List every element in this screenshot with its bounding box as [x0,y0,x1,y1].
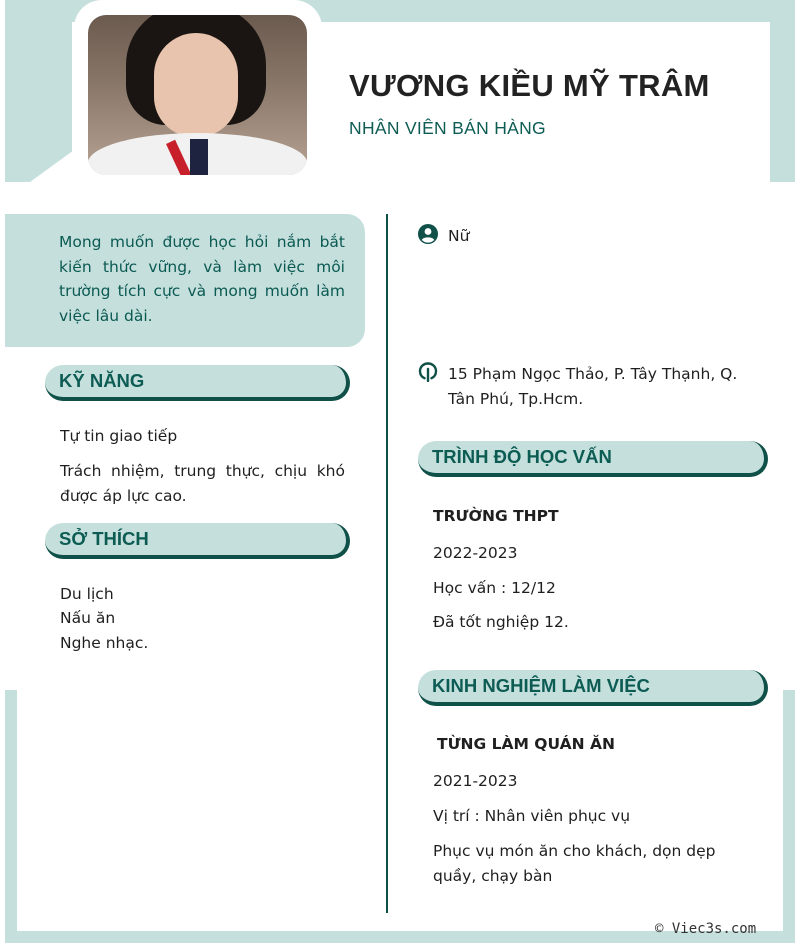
career-objective-box [5,214,365,347]
education-heading-label: TRÌNH ĐỘ HỌC VẤN [432,446,612,467]
hobby-item: Nghe nhạc. [60,634,149,652]
profile-photo [88,15,307,175]
education-level: Học vấn : 12/12 [433,579,556,597]
job-position: NHÂN VIÊN BÁN HÀNG [349,118,546,138]
footer-credit: © Viec3s.com [655,921,757,937]
hobbies-heading-label: SỞ THÍCH [59,528,149,549]
experience-position: Vị trí : Nhân viên phục vụ [433,807,631,825]
candidate-name: VƯƠNG KIỀU MỸ TRÂM [349,68,710,103]
hobby-item: Du lịch [60,585,114,603]
experience-description: Phục vụ món ăn cho khách, dọn dẹp quầy, chạy bàn [433,842,716,885]
education-heading [418,441,768,477]
education-school: TRƯỜNG THPT [433,507,559,525]
location-icon [418,362,438,382]
photo-frame-notch [30,150,74,182]
experience-heading [418,670,768,706]
skills-heading [45,365,350,401]
experience-company: TỪNG LÀM QUÁN ĂN [437,735,615,753]
gender-value: Nữ [448,227,470,245]
address-value: 15 Phạm Ngọc Thảo, P. Tây Thạnh, Q. Tân Phú, Tp.Hcm. [448,365,738,408]
experience-years: 2021-2023 [433,772,518,790]
skills-heading-label: KỸ NĂNG [59,370,145,391]
experience-heading-label: KINH NGHIỆM LÀM VIỆC [432,675,650,696]
hobby-item: Nấu ăn [60,609,116,627]
hobbies-heading [45,523,350,559]
footer-panel [17,690,783,931]
education-years: 2022-2023 [433,544,518,562]
skill-item: Tự tin giao tiếp [60,427,178,445]
photo-tie [190,139,208,175]
education-note: Đã tốt nghiệp 12. [433,613,569,631]
skill-item: Trách nhiệm, trung thực, chịu khó được áp lực cao. [60,462,345,505]
column-divider [386,214,388,913]
career-objective-text: Mong muốn được học hỏi nắm bắt kiến thức vững, và làm việc môi trường tích cực và mong muốn làm việc lâu dài. [59,233,345,325]
photo-face [154,33,238,137]
user-circle-icon [418,224,438,244]
